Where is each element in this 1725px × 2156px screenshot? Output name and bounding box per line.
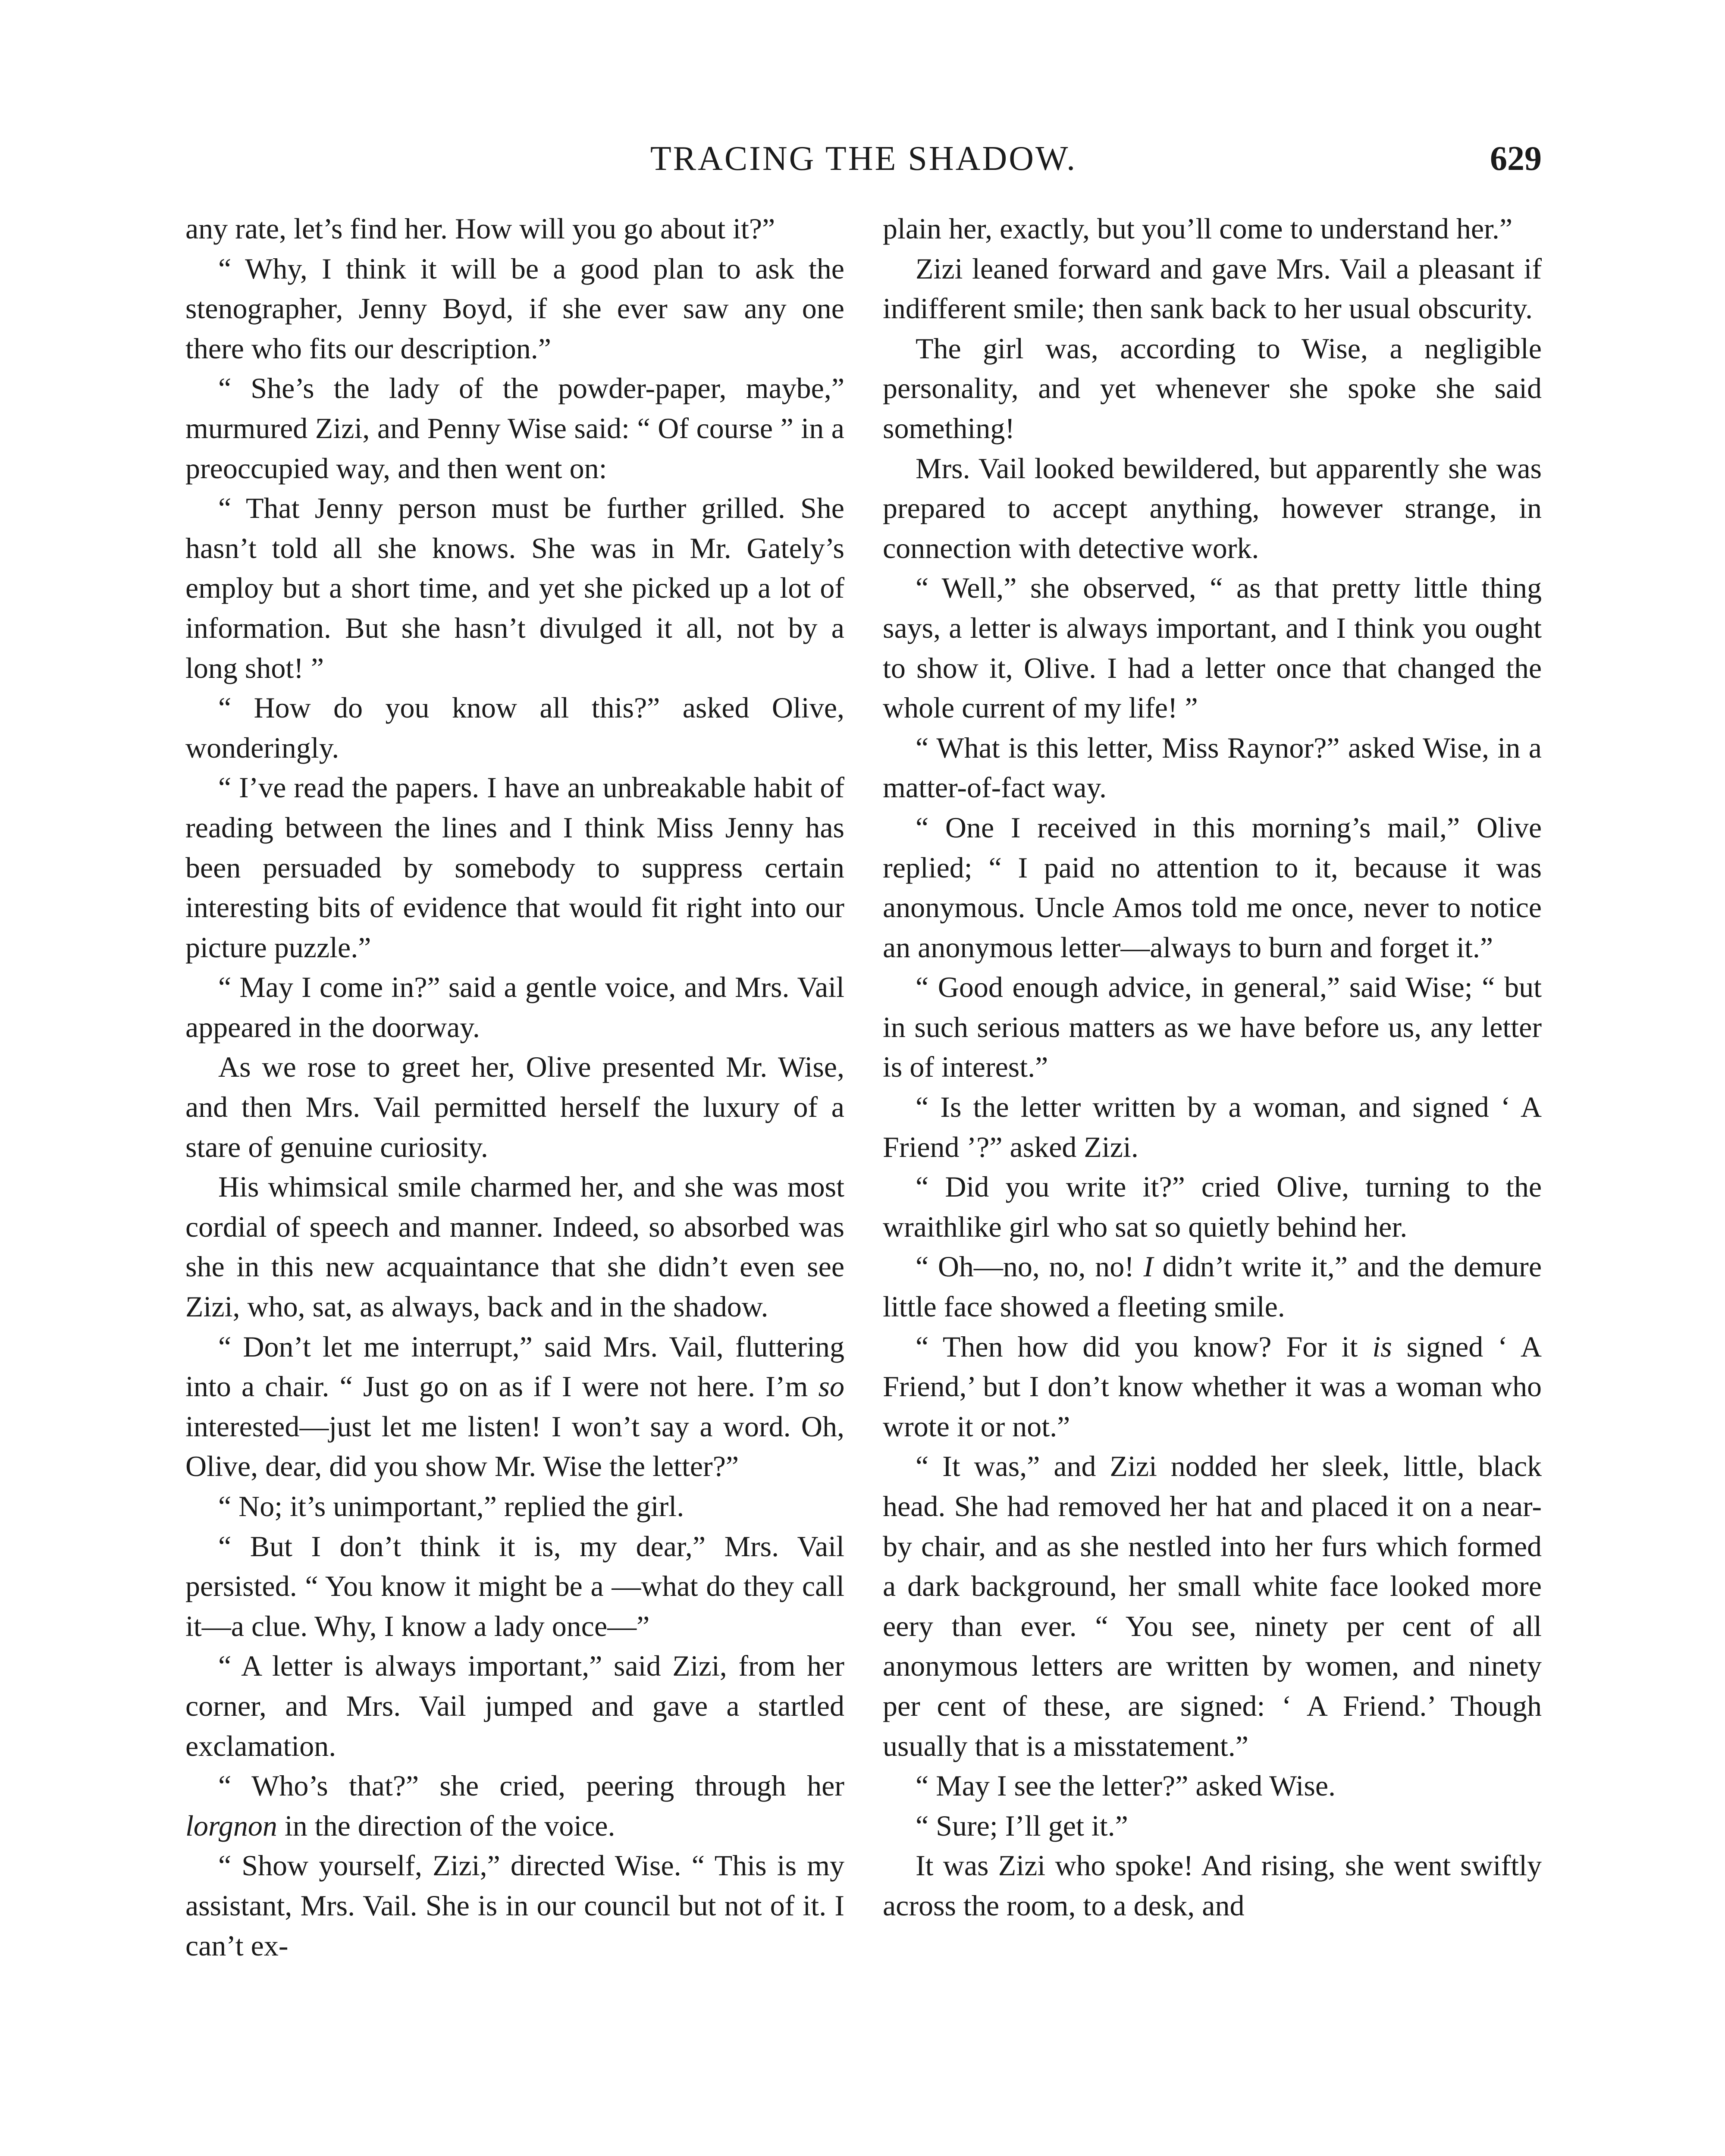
text-run: Zizi leaned forward and gave Mrs. Vail a pleasant if indifferent smile; then sank back to her usual obscurity. xyxy=(883,252,1542,325)
paragraph xyxy=(185,1646,844,1766)
paragraph xyxy=(185,249,844,369)
text-run: “ No; it’s unimportant,” replied the girl. xyxy=(218,1490,684,1523)
paragraph xyxy=(883,1087,1542,1167)
paragraph xyxy=(185,1327,844,1486)
paragraph xyxy=(185,1526,844,1646)
text-run: “ Why, I think it will be a good plan to ask the stenographer, Jenny Boyd, if she ever saw any one there who fits our description.” xyxy=(185,252,844,365)
text-run: “ Well,” she observed, “ as that pretty little thing says, a letter is always important, and I think you ought to show it, Olive. I had a letter once that changed the whole current of my life! ” xyxy=(883,571,1542,724)
text-run: “ Don’t let me interrupt,” said Mrs. Vail, fluttering into a chair. “ Just go on as if I were not here. I’m xyxy=(185,1330,844,1403)
text-run: “ A letter is always important,” said Zizi, from her corner, and Mrs. Vail jumped and gave a startled exclamation. xyxy=(185,1649,844,1762)
paragraph xyxy=(883,1247,1542,1326)
text-run: “ Then how did you know? For it xyxy=(916,1330,1373,1363)
italic-text: is xyxy=(1372,1330,1392,1363)
paragraph xyxy=(883,448,1542,568)
italic-text: I xyxy=(1143,1250,1154,1283)
left-text-column xyxy=(185,209,844,1965)
paragraph xyxy=(185,1486,844,1526)
text-run: “ May I see the letter?” asked Wise. xyxy=(916,1769,1336,1802)
paragraph xyxy=(185,1846,844,1965)
paragraph xyxy=(883,1327,1542,1447)
text-run: “ Is the letter written by a woman, and signed ‘ A Friend ’?” asked Zizi. xyxy=(883,1091,1542,1163)
text-run: interested—just let me listen! I won’t say a word. Oh, Olive, dear, did you show Mr. Wise the letter?” xyxy=(185,1410,844,1483)
text-run: His whimsical smile charmed her, and she was most cordial of speech and manner. Indeed, so absorbed was she in this new acquaintance that she didn’t even see Zizi, who, sat, as always, back and in the shadow. xyxy=(185,1170,844,1323)
text-run: “ Show yourself, Zizi,” directed Wise. “ This is my assistant, Mrs. Vail. She is in our council but not of it. I can’t ex- xyxy=(185,1849,844,1962)
paragraph xyxy=(185,768,844,967)
paragraph xyxy=(883,568,1542,727)
paragraph xyxy=(883,329,1542,448)
paragraph xyxy=(185,1167,844,1326)
running-head: TRACING THE SHADOW. xyxy=(650,140,1077,178)
text-run: “ What is this letter, Miss Raynor?” asked Wise, in a matter-of-fact way. xyxy=(883,731,1542,804)
text-run: Mrs. Vail looked bewildered, but apparently she was prepared to accept anything, however strange, in connection with detective work. xyxy=(883,451,1542,564)
text-run: As we rose to greet her, Olive presented Mr. Wise, and then Mrs. Vail permitted herself the luxury of a stare of genuine curiosity. xyxy=(185,1050,844,1163)
text-run: “ Sure; I’ll get it.” xyxy=(916,1809,1128,1842)
text-run: “ How do you know all this?” asked Olive, wonderingly. xyxy=(185,691,844,764)
text-run: “ Who’s that?” she cried, peering through her xyxy=(218,1769,844,1802)
paragraph xyxy=(883,1846,1542,1925)
paragraph xyxy=(185,688,844,768)
text-run: any rate, let’s find her. How will you go about it?” xyxy=(185,212,775,245)
text-run: “ Did you write it?” cried Olive, turning to the wraithlike girl who sat so quietly behind her. xyxy=(883,1170,1542,1243)
text-run: The girl was, according to Wise, a negligible personality, and yet whenever she spoke she said something! xyxy=(883,332,1542,445)
page-header xyxy=(185,137,1542,180)
paragraph xyxy=(185,1047,844,1167)
paragraph xyxy=(883,209,1542,249)
paragraph xyxy=(883,808,1542,967)
text-run: “ One I received in this morning’s mail,” Olive replied; “ I paid no attention to it, because it was anonymous. Uncle Amos told me once, never to notice an anonymous letter—always to burn and forget it.” xyxy=(883,811,1542,964)
text-run: signed ‘ A Friend,’ but I don’t know whether it was a woman who wrote it or not.” xyxy=(883,1330,1542,1443)
paragraph xyxy=(883,1766,1542,1806)
page-number: 629 xyxy=(1490,140,1542,178)
paragraph xyxy=(883,1446,1542,1766)
text-run: in the direction of the voice. xyxy=(277,1809,615,1842)
text-run: “ She’s the lady of the powder-paper, maybe,” murmured Zizi, and Penny Wise said: “ Of course ” in a preoccupied way, and then went on: xyxy=(185,372,844,485)
text-run: “ May I come in?” said a gentle voice, and Mrs. Vail appeared in the doorway. xyxy=(185,971,844,1044)
text-run: It was Zizi who spoke! And rising, she went swiftly across the room, to a desk, and xyxy=(883,1849,1542,1922)
paragraph xyxy=(883,1167,1542,1247)
paragraph xyxy=(185,967,844,1047)
italic-text: so xyxy=(818,1370,844,1403)
text-run: “ I’ve read the papers. I have an unbreakable habit of reading between the lines and I think Miss Jenny has been persuaded by somebody to suppress certain interesting bits of evidence that would fit right into our picture puzzle.” xyxy=(185,771,844,964)
text-run: “ That Jenny person must be further grilled. She hasn’t told all she knows. She was in Mr. Gately’s employ but a short time, and yet she picked up a lot of information. But she hasn’t divulged it all, not by a long shot! ” xyxy=(185,492,844,684)
paragraph xyxy=(883,249,1542,329)
text-run: “ But I don’t think it is, my dear,” Mrs. Vail persisted. “ You know it might be a —what do they call it—a clue. Why, I know a lady once—” xyxy=(185,1529,844,1642)
text-run: “ Oh—no, no, no! xyxy=(916,1250,1144,1283)
paragraph xyxy=(185,368,844,488)
paragraph xyxy=(185,1766,844,1846)
text-run: “ Good enough advice, in general,” said Wise; “ but in such serious matters as we have before us, any letter is of interest.” xyxy=(883,971,1542,1084)
text-run: didn’t write it,” and the demure little face showed a fleeting smile. xyxy=(883,1250,1542,1323)
text-run: plain her, exactly, but you’ll come to understand her.” xyxy=(883,212,1513,245)
italic-text: lorgnon xyxy=(185,1809,277,1842)
paragraph xyxy=(185,209,844,249)
paragraph xyxy=(883,1806,1542,1846)
right-text-column xyxy=(883,209,1542,1926)
paragraph xyxy=(883,728,1542,808)
text-run: “ It was,” and Zizi nodded her sleek, little, black head. She had removed her hat and placed it on a near-by chair, and as she nestled into her furs which formed a dark background, her small white face looked more eery than ever. “ You see, ninety per cent of all anonymous letters are written by women, and ninety per cent of these, are signed: ‘ A Friend.’ Though usually that is a misstatement.” xyxy=(883,1450,1542,1762)
paragraph xyxy=(185,488,844,688)
paragraph xyxy=(883,967,1542,1087)
